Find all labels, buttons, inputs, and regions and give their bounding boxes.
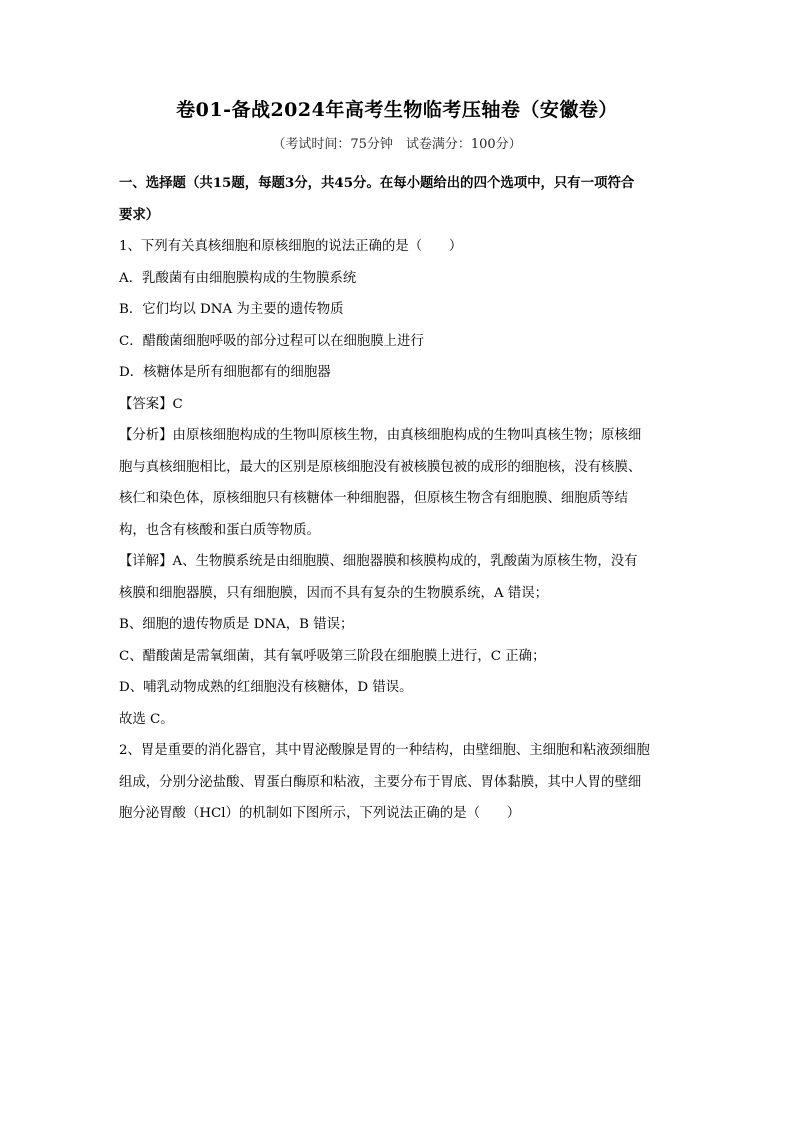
question-1-detail-line: B、细胞的遗传物质是 DNA，B 错误； (119, 617, 354, 632)
section-heading-cont: 要求） (119, 206, 160, 223)
question-2-line: 胞分泌胃酸（HCl）的机制如下图所示，下列说法正确的是（ ） (119, 806, 521, 821)
exam-time-info: （考试时间：75分钟 试卷满分：100分） (272, 137, 522, 152)
question-1-analysis-line: 构，也含有核酸和蛋白质等物质。 (119, 522, 320, 538)
question-1-detail-line: C、醋酸菌是需氧细菌，其有氧呼吸第三阶段在细胞膜上进行，C 正确； (119, 648, 546, 664)
exam-content (119, 168, 679, 830)
question-1-detail-line: 核膜和细胞器膜，只有细胞膜，因而不具有复杂的生物膜系统，A 错误； (119, 585, 549, 601)
question-1-analysis-line: 核仁和染色体，原核细胞只有核糖体一种细胞器，但原核生物含有细胞膜、细胞质等结 (119, 491, 628, 506)
question-1-analysis-line: 【分析】由原核细胞构成的生物叫原核生物，由真核细胞构成的生物叫真核生物；原核细 (119, 428, 642, 443)
page-title: 卷01-备战2024年高考生物临考压轴卷（安徽卷） (176, 99, 618, 121)
question-1-answer: 【答案】C (119, 396, 183, 412)
question-1-option-c: C．醋酸菌细胞呼吸的部分过程可以在细胞膜上进行 (119, 333, 424, 349)
question-2-line: 组成，分别分泌盐酸、胃蛋白酶原和粘液，主要分布于胃底、胃体黏膜，其中人胃的壁细 (119, 774, 642, 790)
question-1-stem: 1、下列有关真核细胞和原核细胞的说法正确的是（ ） (119, 239, 463, 254)
section-heading: 一、选择题（共15题，每题3分，共45分。在每小题给出的四个选项中，只有一项符合 (119, 175, 635, 191)
question-1-option-d: D．核糖体是所有细胞都有的细胞器 (119, 365, 331, 380)
question-2-line: 2、胃是重要的消化器官，其中胃泌酸腺是胃的一种结构，由壁细胞、主细胞和粘液颈细胞 (119, 743, 650, 758)
question-1-detail-line: D、哺乳动物成熟的红细胞没有核糖体，D 错误。 (119, 680, 413, 695)
question-1-conclusion: 故选 C。 (119, 711, 174, 727)
question-1-option-a: A．乳酸菌有由细胞膜构成的生物膜系统 (119, 270, 357, 286)
question-1-analysis-line: 胞与真核细胞相比，最大的区别是原核细胞没有被核膜包被的成形的细胞核，没有核膜、 (119, 459, 642, 475)
question-1-option-b: B．它们均以 DNA 为主要的遗传物质 (119, 302, 344, 317)
question-1-detail-line: 【详解】A、生物膜系统是由细胞膜、细胞器膜和核膜构成的，乳酸菌为原核生物，没有 (119, 554, 638, 569)
